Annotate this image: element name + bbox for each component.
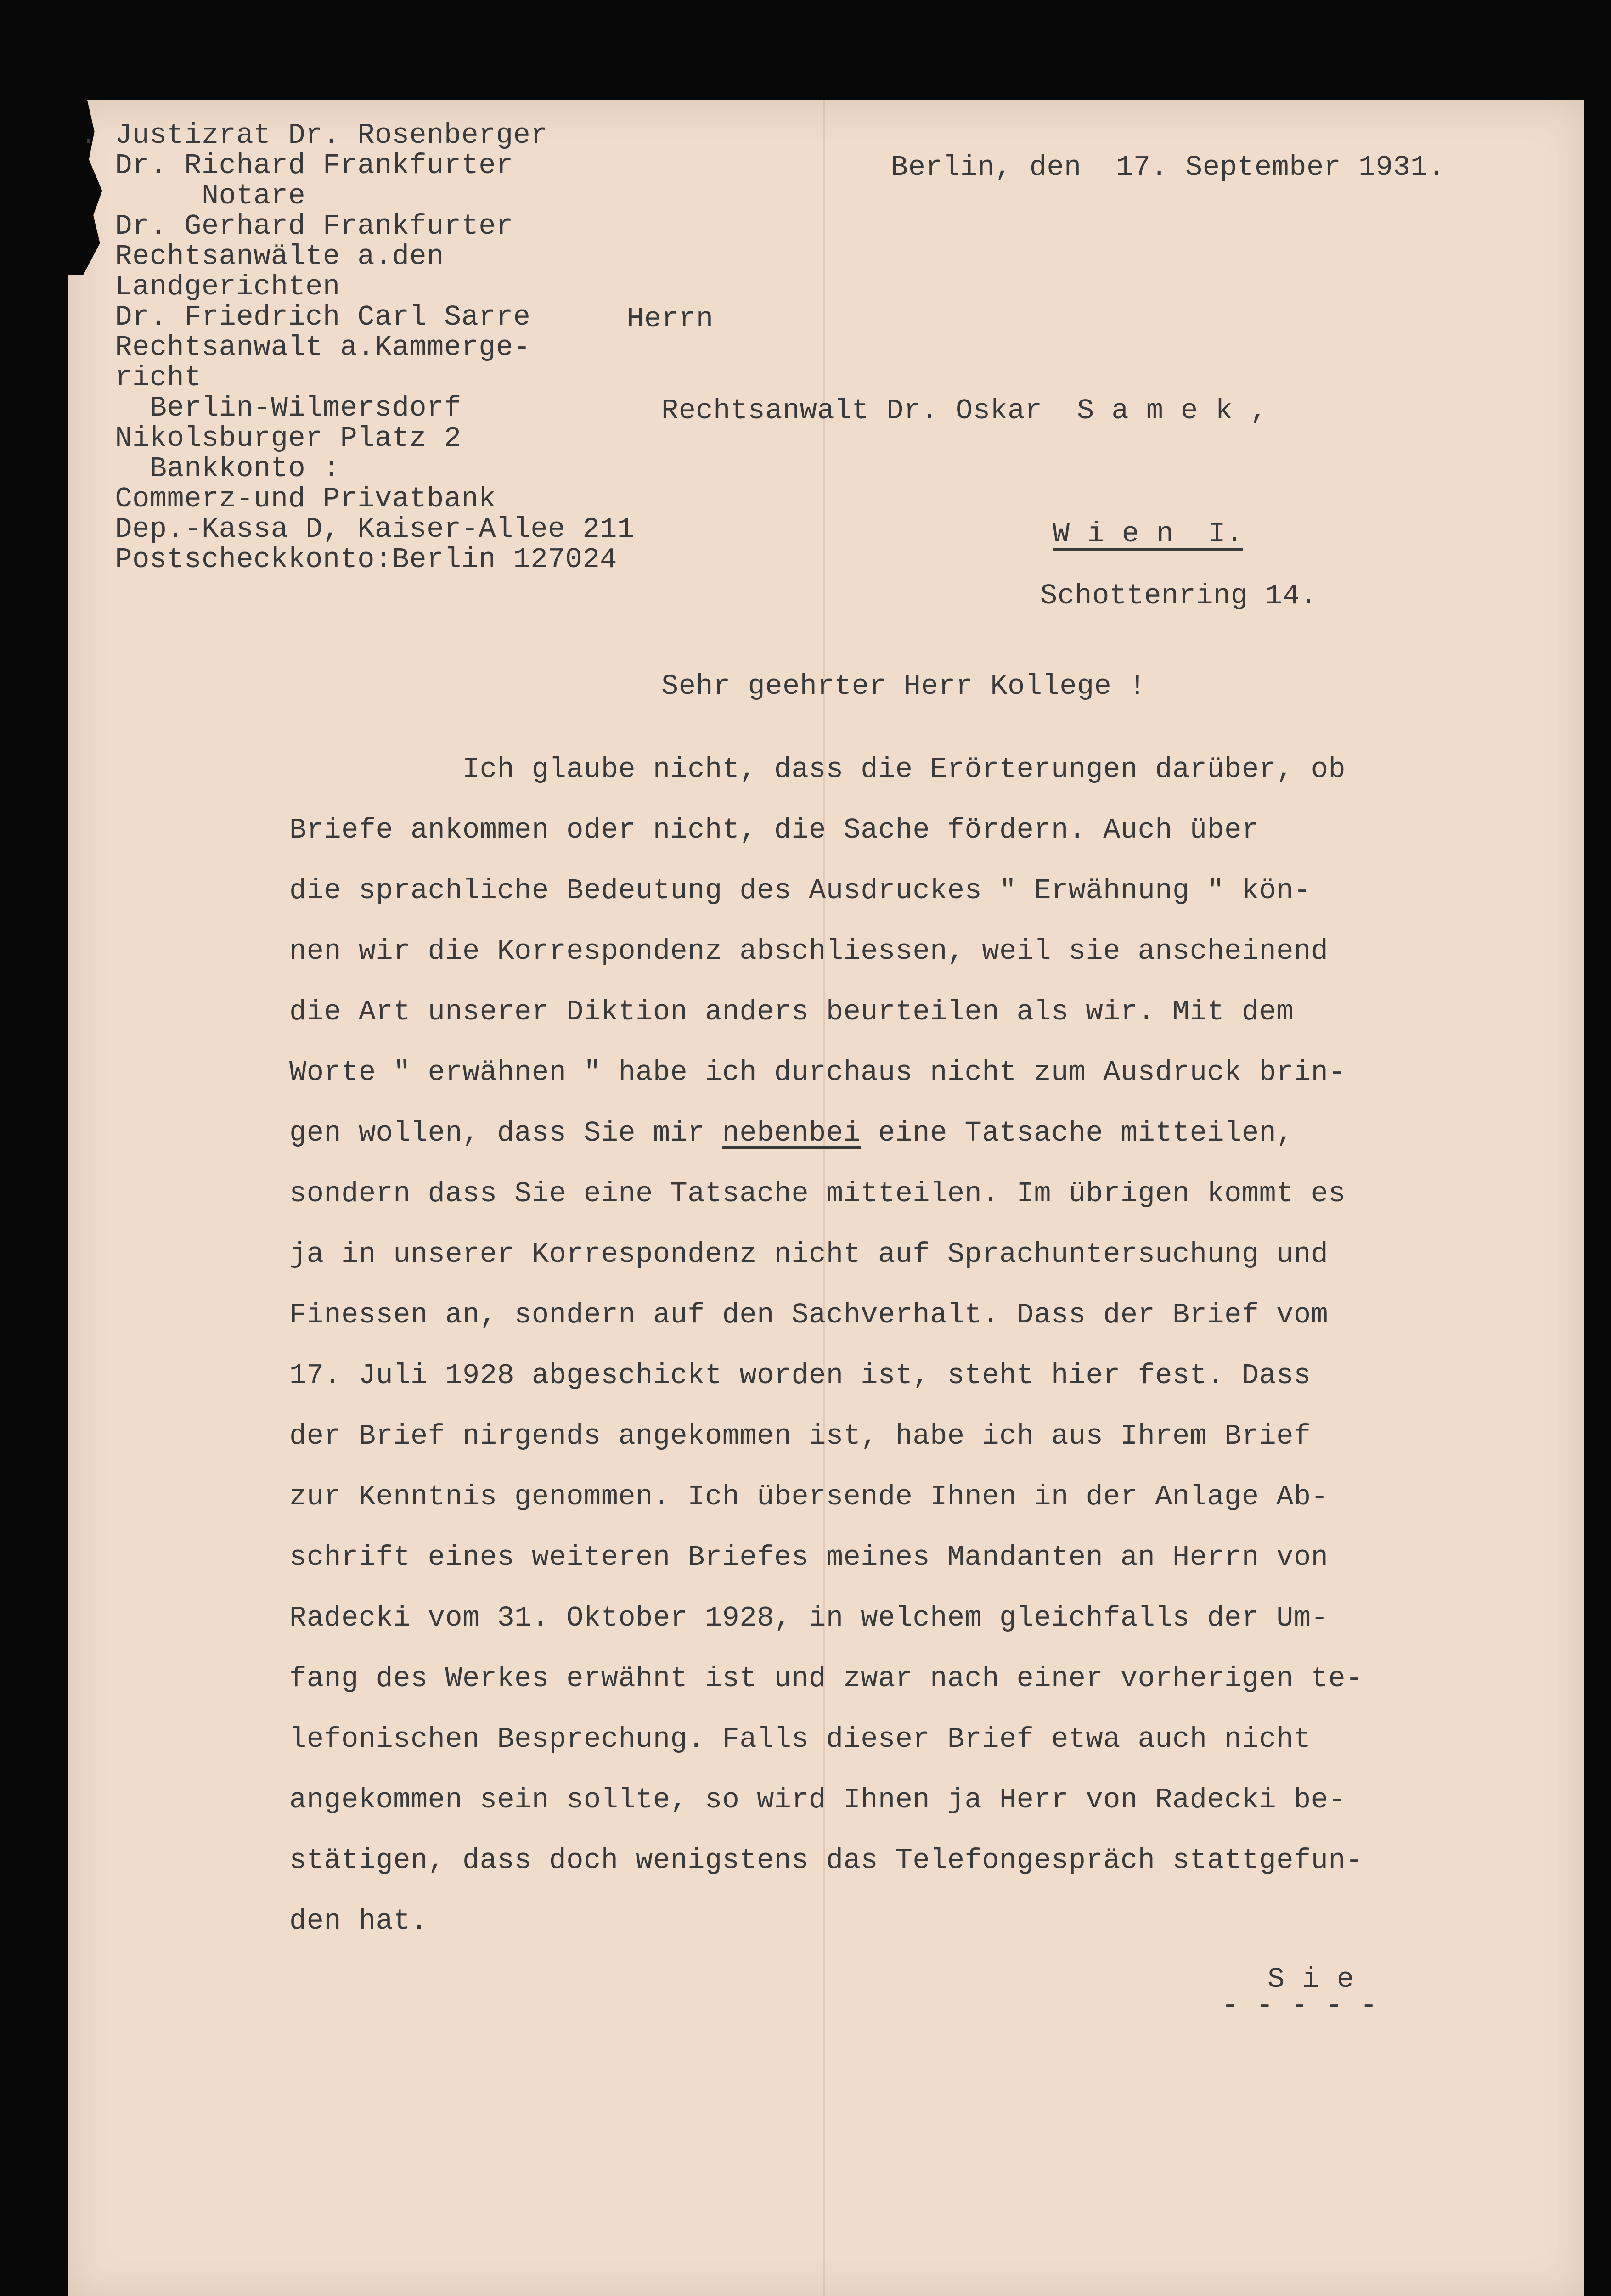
date-line: Berlin, den 17. September 1931. (891, 151, 1445, 184)
letterhead (80, 120, 635, 575)
letterhead-line: Dr. Friedrich Carl Sarre (80, 301, 531, 333)
body-line: angekommen sein sollte, so wird Ihnen ja Herr von Radecki be- (289, 1784, 1346, 1816)
letterhead-line: Dr. Richard Frankfurter (80, 149, 513, 182)
body-line: 17. Juli 1928 abgeschickt worden ist, steht hier fest. Dass (289, 1359, 1311, 1392)
letterhead-line: Bankkonto : (80, 452, 340, 485)
recipient-street: Schottenring 14. (1040, 580, 1318, 612)
body-line: die sprachliche Bedeutung des Ausdruckes " Erwähnung " kön- (289, 874, 1311, 907)
body-line: Worte " erwähnen " habe ich durchaus nicht zum Ausdruck brin- (289, 1056, 1346, 1089)
recipient-prefix: Herrn (627, 303, 714, 335)
body-line: der Brief nirgends angekommen ist, habe ich aus Ihrem Brief (289, 1420, 1311, 1452)
body-text: gen wollen, dass Sie mir (289, 1117, 722, 1149)
continuation-word: S i e (1267, 1963, 1354, 1996)
body-line: zur Kenntnis genommen. Ich übersende Ihnen in der Anlage Ab- (289, 1480, 1329, 1513)
letter-body (289, 739, 1363, 1952)
recipient-city: W i e n I. (1053, 518, 1243, 550)
letterhead-line: Notare (80, 180, 306, 212)
letterhead-line: Postscheckkonto:Berlin 127024 (80, 543, 617, 576)
body-text: eine Tatsache mitteilen, (861, 1117, 1294, 1149)
body-line: fang des Werkes erwähnt ist und zwar nach einer vorherigen te- (289, 1662, 1363, 1695)
recipient-name: Rechtsanwalt Dr. Oskar S a m e k , (661, 394, 1267, 427)
body-line: Ich glaube nicht, dass die Erörterungen darüber, ob (289, 753, 1346, 786)
salutation: Sehr geehrter Herr Kollege ! (661, 670, 1146, 703)
letterhead-line: Dep.-Kassa D, Kaiser-Allee 211 (80, 513, 635, 546)
body-line (289, 1117, 1294, 1149)
body-line: sondern dass Sie eine Tatsache mitteilen. Im übrigen kommt es (289, 1177, 1346, 1210)
body-line: ja in unserer Korrespondenz nicht auf Sprachuntersuchung und (289, 1238, 1329, 1271)
body-line: den hat. (289, 1905, 428, 1937)
body-line: Radecki vom 31. Oktober 1928, in welchem gleichfalls der Um- (289, 1602, 1329, 1634)
letterhead-line: . Justizrat Dr. Rosenberger (80, 119, 548, 152)
body-line: stätigen, dass doch wenigstens das Telefongespräch stattgefun- (289, 1844, 1363, 1877)
body-line: nen wir die Korrespondenz abschliessen, weil sie anscheinend (289, 935, 1329, 968)
body-line: die Art unserer Diktion anders beurteilen als wir. Mit dem (289, 996, 1294, 1028)
letterhead-line: Nikolsburger Platz 2 (80, 422, 462, 455)
body-line: schrift eines weiteren Briefes meines Mandanten an Herrn von (289, 1541, 1329, 1574)
body-line: Briefe ankommen oder nicht, die Sache fördern. Auch über (289, 814, 1259, 846)
letterhead-line: Rechtsanwälte a.den (80, 240, 444, 273)
body-line: lefonischen Besprechung. Falls dieser Brief etwa auch nicht (289, 1723, 1311, 1756)
body-line: Finessen an, sondern auf den Sachverhalt. Dass der Brief vom (289, 1299, 1329, 1331)
letterhead-line: Rechtsanwalt a.Kammerge- (80, 331, 531, 364)
continuation-dashes: - - - - - (1222, 1989, 1378, 2022)
letterhead-line: Landgerichten (80, 270, 340, 303)
letterhead-line: Berlin-Wilmersdorf (80, 392, 462, 424)
letterhead-line: Dr. Gerhard Frankfurter (80, 210, 513, 242)
letterhead-line: Commerz-und Privatbank (80, 483, 496, 515)
underlined-word: nebenbei (722, 1117, 861, 1149)
letterhead-line: richt (80, 361, 202, 394)
